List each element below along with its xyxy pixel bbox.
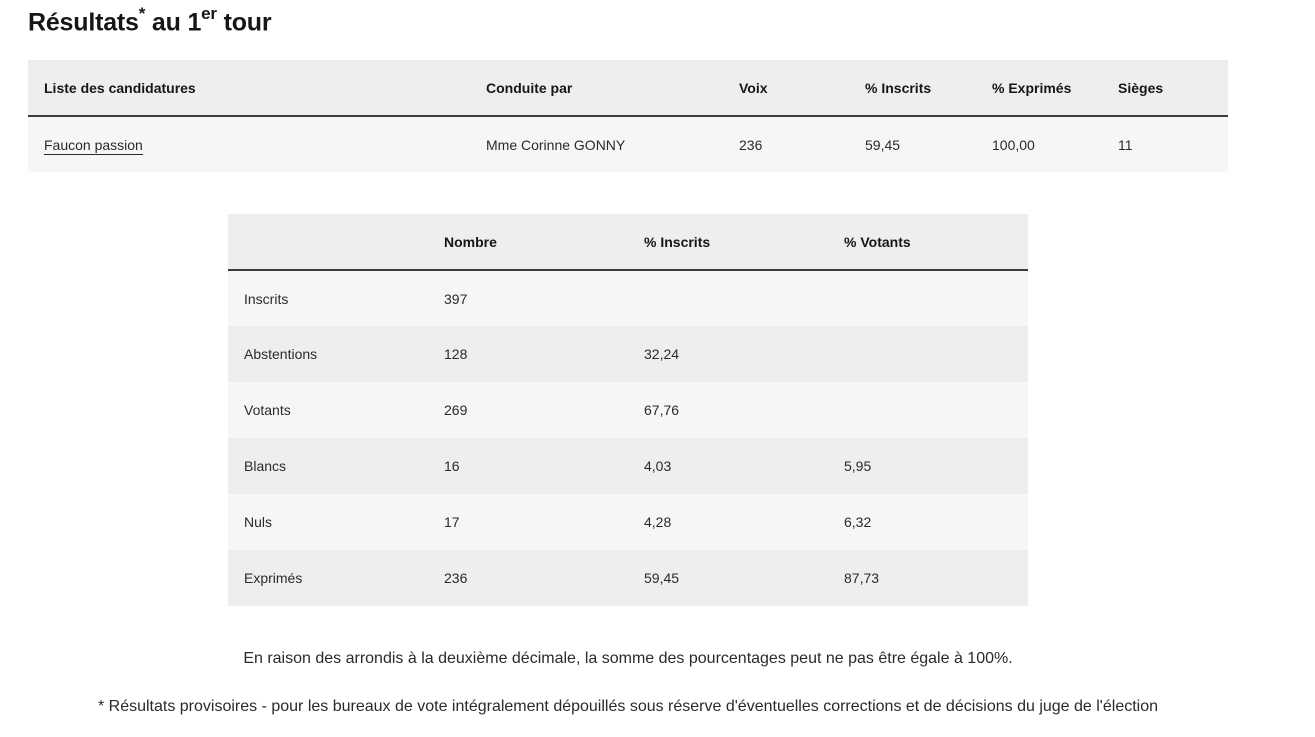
row-votants — [828, 382, 1028, 438]
header-pct-votants: % Votants — [844, 233, 911, 250]
row-votants — [828, 270, 1028, 326]
row-inscrits — [628, 270, 828, 326]
header-voix: Voix — [739, 79, 768, 96]
table-row — [28, 116, 1228, 172]
row-inscrits: 32,24 — [644, 346, 680, 362]
row-label: Exprimés — [244, 570, 303, 586]
row-label: Nuls — [244, 514, 273, 530]
row-inscrits: 67,76 — [644, 402, 680, 418]
row-label: Votants — [244, 402, 291, 418]
row-nombre: 16 — [444, 458, 460, 474]
header-exprimes: % Exprimés — [992, 79, 1072, 96]
row-nombre: 236 — [444, 570, 468, 586]
cell-voix: 236 — [739, 136, 763, 153]
table-row — [228, 326, 1028, 382]
header-pct-inscrits: % Inscrits — [644, 233, 711, 250]
row-inscrits: 59,45 — [644, 570, 680, 586]
list-link-faucon-passion[interactable]: Faucon passion — [44, 136, 143, 153]
header-liste: Liste des candidatures — [44, 79, 196, 96]
header-empty — [228, 214, 428, 270]
title-end: tour — [216, 8, 272, 37]
table-row — [228, 438, 1028, 494]
rounding-note: En raison des arrondis à la deuxième décimale, la somme des pourcentages peut ne pas être égale à 100%. — [243, 650, 1013, 667]
title-middle: au 1 — [145, 8, 202, 37]
candidatures-header-row — [28, 60, 1228, 116]
cell-liste — [28, 116, 470, 172]
row-nombre: 17 — [444, 514, 460, 530]
cell-sieges: 11 — [1118, 136, 1133, 153]
page-title — [28, 6, 271, 37]
header-sieges: Sièges — [1118, 79, 1164, 96]
row-nombre: 128 — [444, 346, 468, 362]
title-main: Résultats — [28, 8, 139, 37]
row-nombre: 397 — [444, 290, 468, 307]
row-votants: 6,32 — [844, 514, 872, 530]
candidatures-table — [28, 60, 1228, 172]
row-votants: 87,73 — [844, 570, 880, 586]
row-inscrits: 4,28 — [644, 514, 672, 530]
table-row — [228, 270, 1028, 326]
row-label: Inscrits — [244, 290, 289, 307]
row-inscrits: 4,03 — [644, 458, 672, 474]
row-votants — [828, 326, 1028, 382]
cell-conduite: Mme Corinne GONNY — [486, 136, 626, 153]
title-asterisk: * — [138, 4, 146, 23]
header-nombre: Nombre — [444, 233, 497, 250]
row-nombre: 269 — [444, 402, 468, 418]
provisional-note: * Résultats provisoires - pour les bureaux de vote intégralement dépouillés sous réserve d'éventuelles corrections et de décisions du juge de l'élection — [97, 698, 1159, 715]
cell-exprimes: 100,00 — [992, 136, 1035, 153]
title-ordinal: er — [201, 4, 217, 23]
row-votants: 5,95 — [844, 458, 872, 474]
row-label: Blancs — [244, 458, 287, 474]
participation-table — [228, 214, 1028, 606]
table-row — [228, 494, 1028, 550]
header-conduite: Conduite par — [486, 79, 573, 96]
header-inscrits: % Inscrits — [865, 79, 932, 96]
participation-header-row — [228, 214, 1028, 270]
table-row — [228, 550, 1028, 606]
cell-inscrits: 59,45 — [865, 136, 901, 153]
row-label: Abstentions — [244, 346, 318, 362]
table-row — [228, 382, 1028, 438]
